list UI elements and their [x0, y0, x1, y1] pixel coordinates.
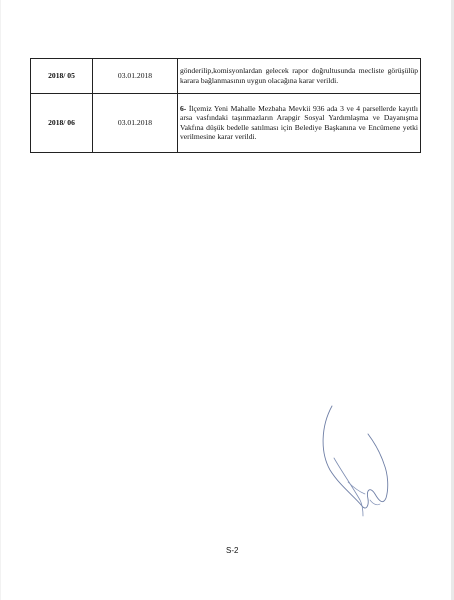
decision-text: İlçemiz Yeni Mahalle Mezbaha Mevkii 936 ada 3 ve 4 parsellerde kayıtlı arsa vasfındaki taşınmazların Arapgir Sosyal Yardımlaşma ve Dayanışma Vakfına düşük bedelle satılması için Belediye Başkanına ve Encümene yetki verilmesine karar verildi. [180, 103, 418, 141]
decisions-table [30, 58, 421, 153]
page-number: S-2 [226, 546, 239, 555]
table-row [31, 94, 421, 153]
decision-date: 03.01.2018 [93, 94, 178, 153]
decision-date: 03.01.2018 [93, 59, 178, 94]
handwritten-signature [318, 404, 398, 520]
decision-text-cell [178, 59, 421, 94]
table-row [31, 59, 421, 94]
page-left-edge [0, 0, 1, 600]
decision-number: 2018/ 06 [31, 94, 93, 153]
item-number: 6- [180, 103, 187, 113]
decision-number: 2018/ 05 [31, 59, 93, 94]
decision-text: gönderilip,komisyonlardan gelecek rapor doğrultusunda mecliste görüşülüp karara bağlanmasının uygun olacağına karar verildi. [180, 66, 418, 85]
decision-text-cell [178, 94, 421, 153]
